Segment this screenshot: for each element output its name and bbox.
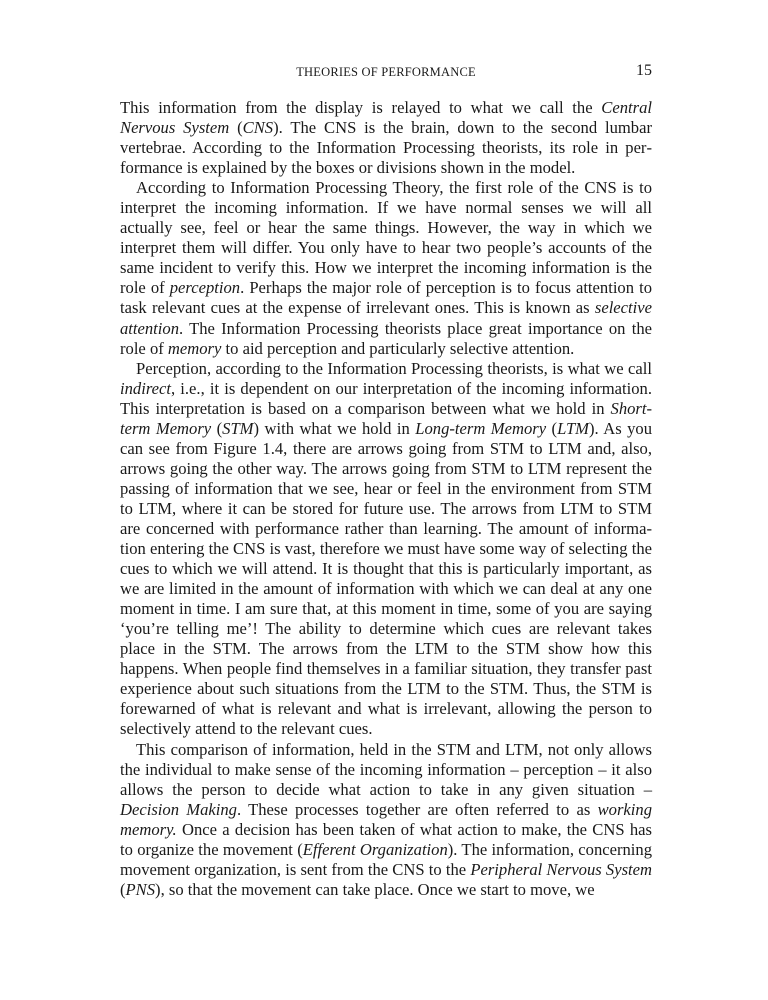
italic-term: memory xyxy=(167,338,222,358)
italic-term: selective attention xyxy=(120,298,652,338)
running-header xyxy=(120,62,652,84)
italic-term: Central Nervous System xyxy=(120,98,652,138)
italic-term: Long-term Memory xyxy=(415,418,547,438)
italic-term: perception xyxy=(169,278,241,298)
text-run: ). As you can see from Figure 1.4, there are arrows going from STM to LTM and, also, arrows going the other way. The arrows going from STM to LTM represent the passing of information that we see, hear or feel in the environment from STM to LTM, where it can be stored for future use. The arrows from LTM to STM are concerned with performance rather than learning. The amount of information entering the CNS is vast, therefore we must have some way of selecting the cues to which we will attend. It is thought that this is particularly important, as we are limited in the amount of information with which we can deal at any one moment in time. I am sure that, at this moment in time, some of you are saying ‘you’re telling me’! The ability to determine which cues are relevant takes place in the STM. The arrows from the LTM to the STM show how this happens. When people find themselves in a familiar situation, they transfer past experience about such situations from the LTM to the STM. Thus, the STM is forewarned of what is relevant and what is irrelevant, allowing the person to selectively attend to the relevant cues. xyxy=(120,418,653,739)
text-run: . Perhaps the major role of perception is to focus attention to task relevant cues at the expense of irrelevant ones. This is known as xyxy=(120,278,652,318)
text-run: Once a decision has been taken of what action to make, the CNS has to organize the movement ( xyxy=(120,819,652,859)
italic-term: working memory. xyxy=(120,799,652,839)
text-run: Perception, according to the Information Processing theorists, is what we call xyxy=(136,358,652,378)
text-run: ( xyxy=(211,418,223,438)
text-run: . The Information Processing theorists place great importance on the role of xyxy=(120,318,652,358)
text-run: ) with what we hold in xyxy=(253,418,416,438)
text-run: ( xyxy=(120,879,126,899)
text-run: , i.e., it is dependent on our interpretation of the incoming information. This interpretation is based on a comparison between what we hold in xyxy=(120,378,652,418)
italic-term: PNS xyxy=(125,879,156,899)
italic-term: STM xyxy=(222,418,254,438)
italic-term: indirect xyxy=(120,378,171,398)
italic-term: Short-term Memory xyxy=(120,398,652,438)
text-run: . These processes together are often referred to as xyxy=(236,799,598,819)
text-run: This information from the display is relayed to what we call the xyxy=(120,98,602,117)
text-run: ( xyxy=(546,418,558,438)
text-run: According to Information Processing Theory, the first role of the CNS is to interpret the incoming information. If we have normal senses we will all actually see, feel or hear the same things. However, the way in which we interpret them will differ. You only have to hear two people’s accounts of the same incident to verify this. How we interpret the incoming information is the role of xyxy=(120,178,652,298)
page-number: 15 xyxy=(636,62,652,79)
paragraph-1 xyxy=(120,98,652,178)
text-run: ( xyxy=(229,118,243,138)
italic-term: CNS xyxy=(242,118,274,138)
text-run: ). The information, concerning movement organization, is sent from the CNS to the xyxy=(120,839,653,879)
paragraph-4 xyxy=(120,740,652,900)
body-text xyxy=(120,98,652,900)
paragraph-2 xyxy=(120,178,652,358)
running-title: THEORIES OF PERFORMANCE xyxy=(296,65,476,79)
text-run: This comparison of information, held in the STM and LTM, not only allows the individual to make sense of the incoming information – perception – it also allows the person to decide what action to take in any given situation – xyxy=(120,739,652,799)
italic-term: Decision Making xyxy=(120,799,237,819)
paragraph-3 xyxy=(120,359,652,740)
book-page xyxy=(120,62,652,900)
italic-term: Peripheral Nervous System xyxy=(470,859,653,879)
italic-term: LTM xyxy=(557,418,590,438)
text-run: ), so that the movement can take place. Once we start to move, we xyxy=(155,879,595,899)
italic-term: Efferent Organization xyxy=(302,839,448,859)
text-run: to aid perception and particularly selective attention. xyxy=(221,338,575,358)
text-run: ). The CNS is the brain, down to the second lumbar vertebrae. According to the Information Processing theorists, its role in performance is explained by the boxes or divisions shown in the model. xyxy=(120,118,652,178)
